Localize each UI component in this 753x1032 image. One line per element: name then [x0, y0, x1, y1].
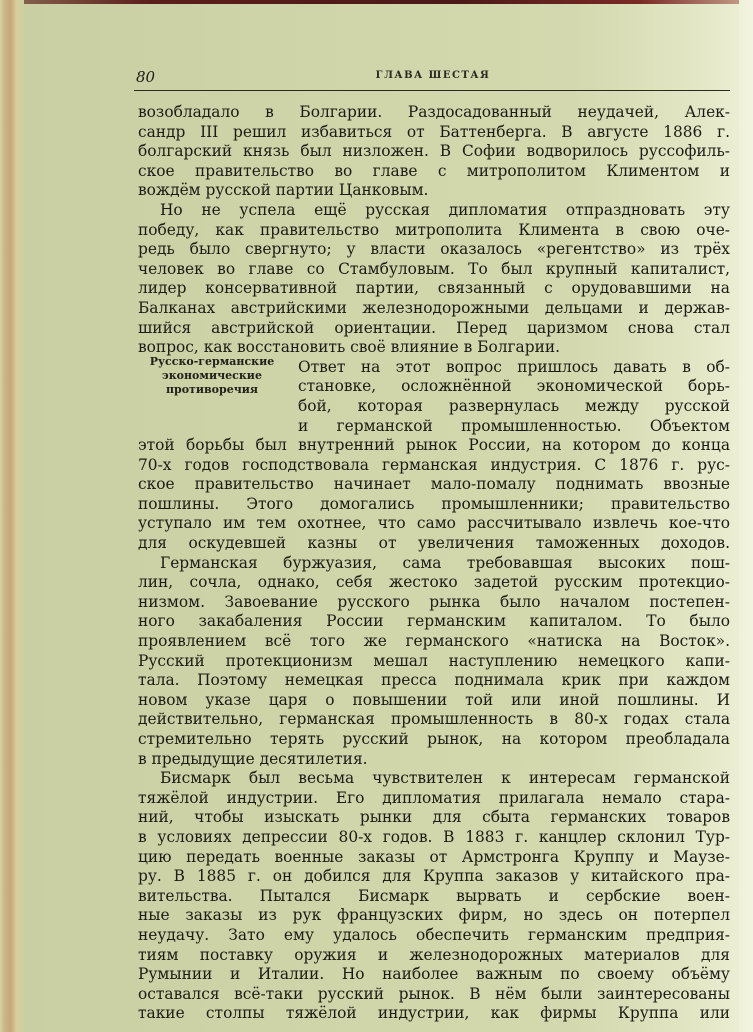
text-line: в условиях депрессии 80-х годов. В 1883 г. канцлер склонил Тур-: [138, 827, 730, 846]
text-line: тяжёлой индустрии. Его дипломатия прилагала немало стара-: [138, 788, 730, 807]
text-line: возобладало в Болгарии. Раздосадованный неудачей, Алек-: [138, 103, 730, 121]
text-line: тиям поставку оружия и железнодорожных материалов для: [138, 945, 730, 964]
text-line: бой, которая развернулась между русской: [298, 396, 730, 415]
text-line: Германская буржуазия, сама требовавшая высоких пош-: [160, 553, 730, 572]
text-line: проявлением всё того же германского «натиска на Восток».: [138, 632, 730, 651]
text-line: новом указе царя о повышении той или иной пошлины. И: [138, 690, 730, 709]
text-line: вительства. Пытался Бисмарк вырвать и сербские воен-: [138, 886, 730, 905]
text-line: ного закабаления России германским капиталом. То было: [138, 612, 730, 631]
text-line: победу, как правительство митрополита Климента в свою оче-: [138, 220, 730, 239]
text-line: шийся австрийской ориентации. Перед царизмом снова стал: [138, 318, 730, 337]
text-line: пошлины. Этого домогались промышленники; правительство: [138, 494, 730, 513]
text-line: Балканах австрийскими железнодорожными дельцами и держав-: [138, 298, 730, 317]
sidenote-line: экономические: [162, 369, 262, 382]
text-line: и германской промышленностью. Объектом: [298, 416, 730, 435]
text-line: неудачу. Зато ему удалось обеспечить германским предприя-: [138, 925, 730, 944]
text-line: цию передать военные заказы от Армстронга Круппу и Маузе-: [138, 847, 730, 866]
text-line: тала. Поэтому немецкая пресса поднимала крик при каждом: [138, 671, 730, 690]
sidenote-line: противоречия: [165, 383, 259, 396]
text-line: Бисмарк был весьма чувствителен к интересам германской: [160, 769, 730, 788]
text-line: редь было свергнуто; у власти оказалось «регентство» из трёх: [138, 240, 730, 259]
page-right-edge: [739, 0, 753, 1032]
text-line: человек во главе со Стамбуловым. То был крупный капиталист,: [138, 259, 730, 278]
text-line: действительно, германская промышленность в 80-х годах стала: [138, 710, 730, 729]
text-line: стремительно терять русский рынок, на котором преобладала: [138, 730, 730, 748]
text-line: низмом. Завоевание русского рынка было началом постепен-: [138, 592, 730, 611]
text-line: лидер консервативной партии, связанный с орудовавшими на: [138, 279, 730, 298]
page-number: 80: [136, 68, 156, 86]
text-line: Ответ на этот вопрос пришлось давать в об-: [298, 357, 730, 376]
text-line: этой борьбы был внутренний рынок России, на котором до конца: [138, 436, 730, 455]
running-head-chapter-title: ГЛАВА ШЕСТАЯ: [375, 70, 491, 81]
text-line: такие столпы тяжёлой индустрии, как фирмы Круппа или: [138, 1004, 730, 1023]
header-rule: [134, 90, 730, 91]
text-line: становке, осложнённой экономической борь-: [298, 377, 730, 396]
text-line: ское правительство во главе с митрополитом Климентом и: [138, 161, 730, 180]
text-line: уступало им тем охотнее, что само рассчитывало извлечь кое-что: [138, 514, 730, 533]
body-text: [138, 103, 730, 1024]
text-line: ные заказы из рук французских фирм, но здесь он потерпел: [138, 906, 730, 925]
text-line: вопрос, как восстановить своё влияние в Болгарии.: [138, 338, 560, 357]
text-line: Но не успела ещё русская дипломатия отпраздновать эту: [160, 200, 730, 219]
text-line: сандр III решил избавиться от Баттенберга. В августе 1886 г.: [138, 122, 730, 141]
text-line: ру. В 1885 г. он добился для Круппа заказов у китайского пра-: [138, 867, 730, 886]
page-header: [136, 64, 730, 84]
text-line: оставался всё-таки русский рынок. В нём были заинтересованы: [138, 984, 730, 1003]
text-line: 70-х годов господствовала германская индустрия. С 1876 г. рус-: [138, 455, 730, 474]
text-line: в предыдущие десятилетия.: [138, 749, 368, 768]
text-line: для оскудевшей казны от увеличения таможенных доходов.: [138, 534, 730, 553]
text-line: Румынии и Италии. Но наиболее важным по своему объёму: [138, 965, 730, 984]
sidenote-line: Русско-германские: [149, 355, 275, 368]
text-line: ское правительство начинает мало-помалу поднимать ввозные: [138, 475, 730, 494]
text-line: лин, сочла, однако, себя жестоко задетой русским протекцио-: [138, 573, 730, 592]
book-spine-gutter: [0, 0, 24, 1032]
text-line: ний, чтобы изыскать рынки для сбыта германских товаров: [138, 808, 730, 827]
text-line: болгарский князь был низложен. В Софии водворилось руссофиль-: [138, 142, 730, 161]
text-line: Русский протекционизм мешал наступлению немецкого капи-: [138, 651, 730, 670]
text-line: вождём русской партии Цанковым.: [138, 181, 429, 200]
